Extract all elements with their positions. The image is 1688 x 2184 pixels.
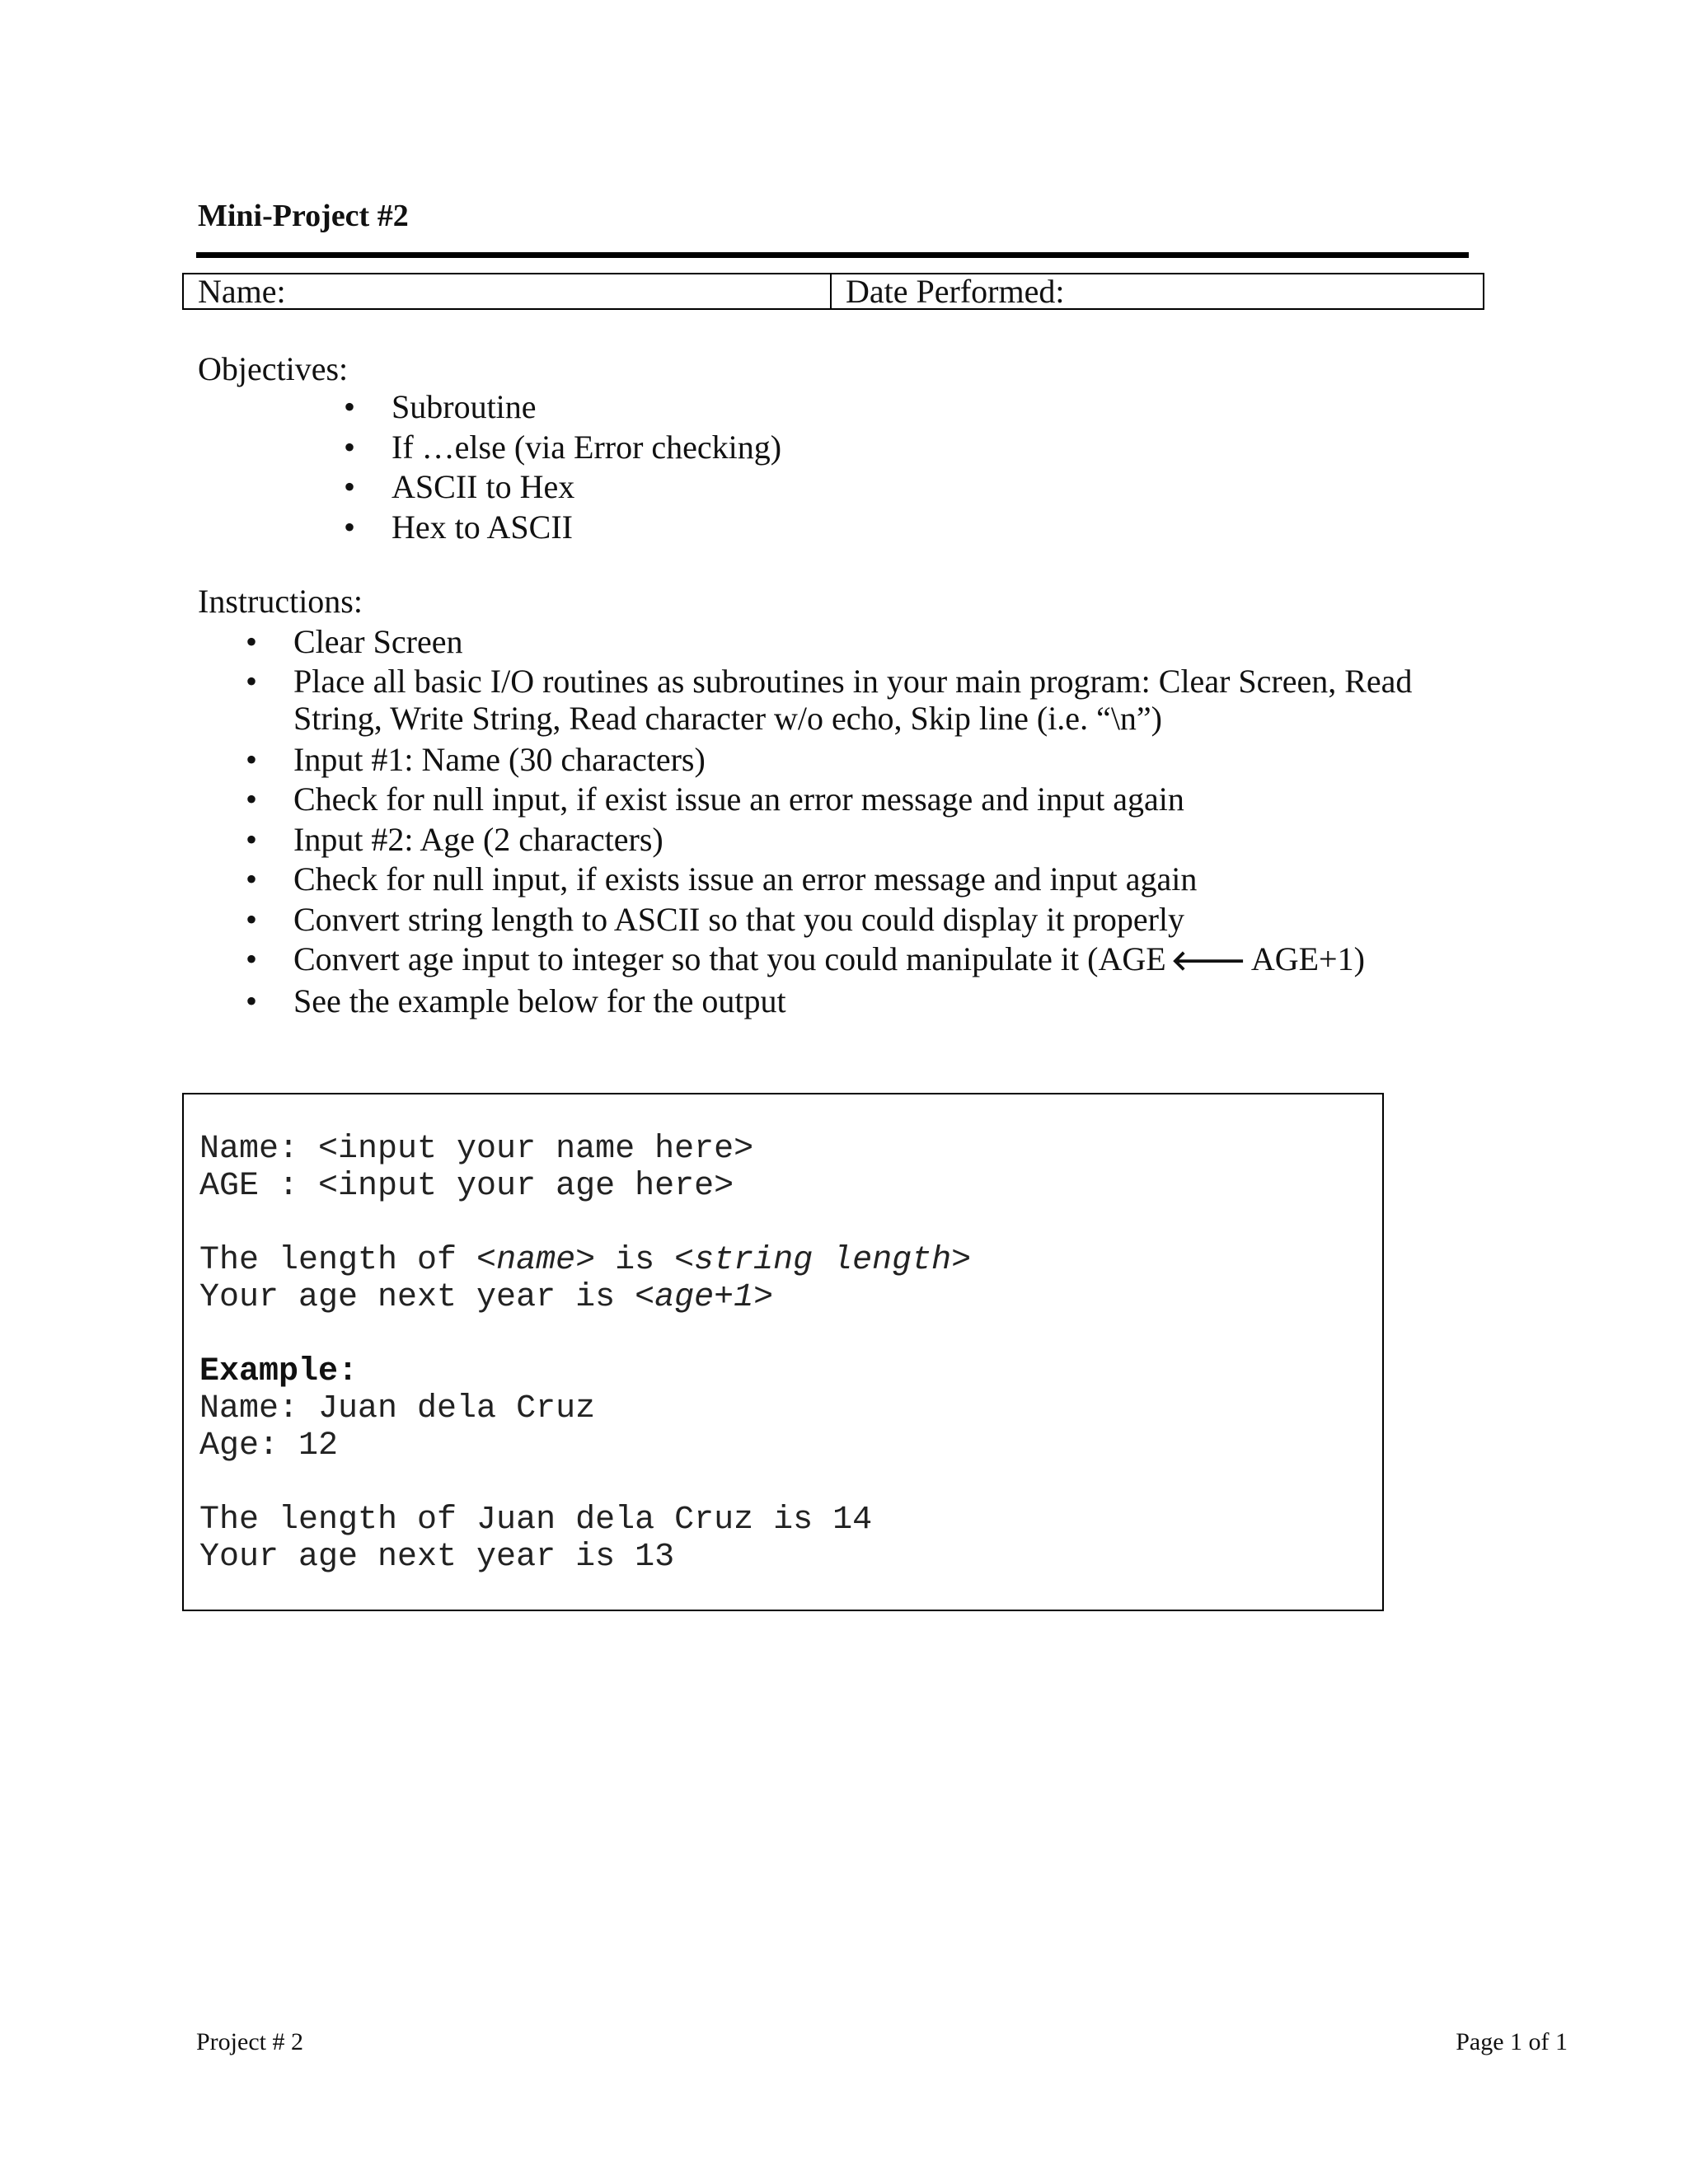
objectives-heading: Objectives: bbox=[198, 350, 349, 387]
output-line: AGE : <input your age here> bbox=[199, 1168, 734, 1205]
blank-line bbox=[199, 1465, 971, 1502]
list-item: • Convert age input to integer so that you could manipulate it (AGE 🡐 AGE+1) bbox=[293, 940, 1497, 982]
list-item: • See the example below for the output bbox=[293, 982, 1497, 1022]
bullet-icon: • bbox=[344, 508, 356, 546]
sample-output-box bbox=[182, 1093, 1384, 1611]
info-table bbox=[182, 273, 1484, 310]
list-item: • Subroutine bbox=[392, 387, 781, 428]
output-line: Your age next year is <age+1> bbox=[199, 1279, 774, 1316]
list-item: • Convert string length to ASCII so that you could display it properly bbox=[293, 900, 1497, 940]
list-item: • Place all basic I/O routines as subroutines in your main program: Clear Screen, Read String, Write String, Read character w/o echo, Skip line (i.e. “\n”) bbox=[246, 662, 1413, 737]
list-item: • Input #1: Name (30 characters) bbox=[293, 740, 1497, 780]
bullet-icon: • bbox=[246, 940, 258, 977]
example-label: Example: bbox=[199, 1353, 359, 1390]
bullet-icon: • bbox=[246, 623, 258, 660]
sample-output-lines bbox=[199, 1131, 971, 1576]
instructions-list bbox=[246, 622, 1497, 1021]
bullet-icon: • bbox=[344, 388, 356, 425]
list-item: • Check for null input, if exists issue an error message and input again bbox=[293, 860, 1497, 900]
date-performed-field: Date Performed: bbox=[846, 273, 1065, 310]
objectives-list bbox=[344, 387, 782, 547]
output-line: Your age next year is 13 bbox=[199, 1539, 675, 1576]
title-divider bbox=[196, 252, 1469, 258]
name-field: Name: bbox=[184, 274, 832, 308]
list-item: • Clear Screen bbox=[293, 622, 1497, 663]
instructions-heading: Instructions: bbox=[198, 583, 363, 620]
page-title: Mini-Project #2 bbox=[198, 199, 409, 233]
list-item: • If …else (via Error checking) bbox=[392, 428, 781, 468]
bullet-icon: • bbox=[246, 860, 258, 898]
bullet-icon: • bbox=[246, 820, 258, 858]
bullet-icon: • bbox=[246, 740, 258, 778]
bullet-icon: • bbox=[246, 900, 258, 938]
blank-line bbox=[199, 1316, 971, 1353]
footer-page-number: Page 1 of 1 bbox=[1456, 2028, 1568, 2055]
bullet-icon: • bbox=[344, 468, 356, 505]
list-item: • ASCII to Hex bbox=[392, 467, 781, 508]
output-line: The length of <name> is <string length> bbox=[199, 1242, 972, 1279]
output-line: Name: <input your name here> bbox=[199, 1131, 754, 1168]
footer-project-label: Project # 2 bbox=[196, 2028, 303, 2055]
bullet-icon: • bbox=[246, 982, 258, 1019]
list-item: • Input #2: Age (2 characters) bbox=[293, 820, 1497, 860]
output-line: Age: 12 bbox=[199, 1427, 339, 1465]
bullet-icon: • bbox=[246, 662, 258, 700]
output-line: Name: Juan dela Cruz bbox=[199, 1390, 596, 1427]
bullet-icon: • bbox=[246, 780, 258, 818]
left-arrow-icon: 🡐 bbox=[1170, 944, 1246, 977]
blank-line bbox=[199, 1205, 971, 1242]
bullet-icon: • bbox=[344, 428, 356, 466]
list-item: • Hex to ASCII bbox=[392, 508, 781, 548]
output-line: The length of Juan dela Cruz is 14 bbox=[199, 1502, 873, 1539]
list-item: • Check for null input, if exist issue an error message and input again bbox=[293, 780, 1497, 820]
